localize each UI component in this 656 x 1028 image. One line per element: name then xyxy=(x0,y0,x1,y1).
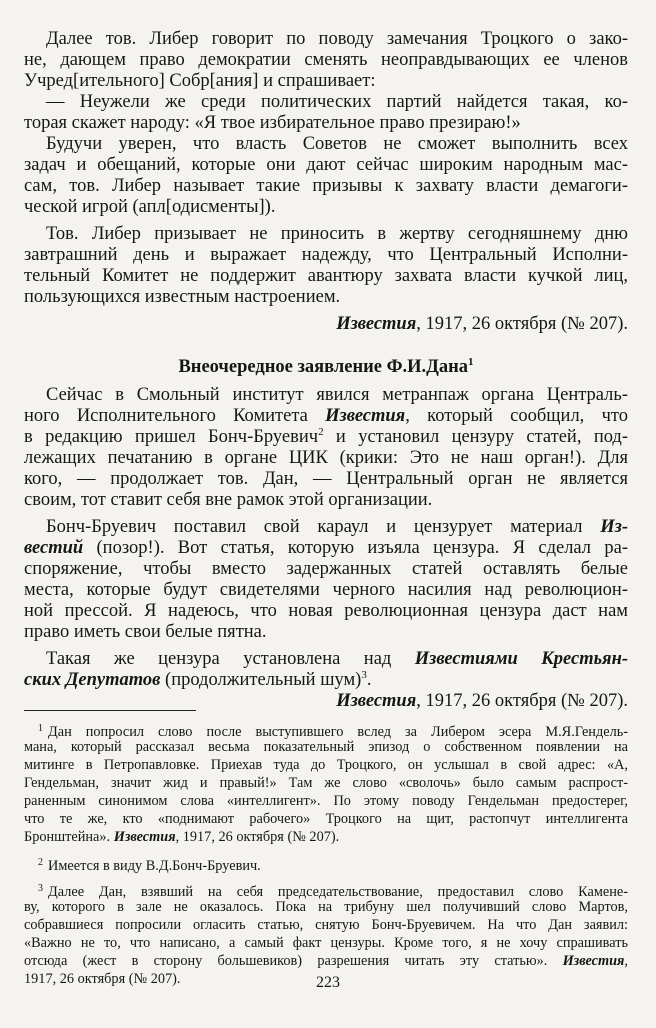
text-line: задач и обещаний, которые они дают сейчас широким народным мас- xyxy=(24,155,628,175)
source-citation: Известия, 1917, 26 октября (№ 207). xyxy=(336,691,628,711)
footnote-line: 1917, 26 октября (№ 207). xyxy=(24,971,181,987)
text-line: лежащих печатанию в органе ЦИК (крики: Это не наш орган!). Для xyxy=(24,448,628,468)
footnote-ref: 2 xyxy=(318,425,324,438)
footnote-line: раненным синонимом слова «интеллигент». По этому поводу Гендельман предостерег, xyxy=(24,793,628,809)
footnote-line: собравшиеся попросили огласить статью, снятую Бонч-Бруевичем. На что Дан заявил: xyxy=(24,917,628,933)
text-line: ной прессой. Я надеюсь, что новая революционная цензура даст нам xyxy=(24,601,628,621)
footnote-ref: 1 xyxy=(468,355,474,368)
text-line: — Неужели же среди политических партий найдется такая, ко- xyxy=(46,92,628,112)
footnote-ref: 3 xyxy=(361,668,367,681)
text-line: Будучи уверен, что власть Советов не сможет выполнить всех xyxy=(46,134,628,154)
text-line: своим, тот ставит себя вне рамок этой организации. xyxy=(24,490,433,510)
text-line: споряжение, чтобы вместо задержанных статей оставлять белые xyxy=(24,559,628,579)
text-line: Сейчас в Смольный институт явился метранпаж органа Централь- xyxy=(46,385,628,405)
text-line: вестий (позор!). Вот статья, которую изъяла цензура. Я сделал ра- xyxy=(24,538,628,558)
text-line: в редакцию пришел Бонч-Бруевич$^2$ и установил цензуру статей, под- xyxy=(24,425,629,447)
footnote-line: ву, которого в зале не оказалось. Пока на трибуну шел получивший слово Мартов, xyxy=(24,899,628,915)
footnote-line: отсюда (жест в сторону большевиков) разрешения читать эту статью». Известия, xyxy=(24,953,628,969)
footnote-line: мана, который рассказал весьма показательный эпизод о собственном появлении на xyxy=(24,739,628,755)
text-line: кого, — продолжает тов. Дан, — Центральный орган не является xyxy=(24,469,628,489)
footnotes xyxy=(24,720,628,988)
text-line: места, которые будут свидетелями черного насилия над революцион- xyxy=(24,580,628,600)
page-number: 223 xyxy=(316,974,340,991)
text-line: право иметь свои белые пятна. xyxy=(24,622,267,642)
footnote-line: $^1$ Дан попросил слово после выступившего вслед за Либером эсера М.Я.Гендель- xyxy=(38,723,628,740)
main-text xyxy=(24,29,628,712)
text-line: торая скажет народу: «Я твое избирательное право презираю!» xyxy=(24,113,521,133)
footnote-separator xyxy=(24,710,196,711)
text-line: пользующихся известным настроением. xyxy=(24,287,341,307)
text-line: ских Депутатов (продолжительный шум)$^3$. xyxy=(24,668,372,690)
text-line: Такая же цензура установлена над Известиями Крестьян- xyxy=(46,649,628,669)
footnote-line: «Важно не то, что написано, а самый факт цензуры. Кроме того, я не хочу спрашивать xyxy=(24,935,628,951)
section-heading: Внеочередное заявление Ф.И.Дана$^1$ xyxy=(178,355,474,377)
footnote-line: $^2$ Имеется в виду В.Д.Бонч-Бруевич. xyxy=(38,857,261,874)
text-line: Бонч-Бруевич поставил свой караул и цензурует материал Из- xyxy=(46,517,628,537)
text-line: тельный Комитет не поддержит авантюру захвата власти кучкой лиц, xyxy=(24,266,628,286)
footnote-line: митинге в Петропавловке. Приехав туда до Троцкого, он услышал в свой адрес: «А, xyxy=(24,757,628,773)
text-line: не, дающем право демократии сменять неоправдывающих ее членов xyxy=(24,50,628,70)
text-line: Учред[ительного] Собр[ания] и спрашивает: xyxy=(24,71,376,91)
footnote-line: $^3$ Далее Дан, взявший на себя председательствование, предоставил слово Камене- xyxy=(38,883,628,900)
footnote-line: что те же, кто «поднимают рабочего» Троцкого на щит, растопчут интеллигента xyxy=(24,811,628,827)
footnote-line: Гендельман, значит жид и правый!» Там же слово «сволочь» было самым распрост- xyxy=(24,775,628,791)
footnote-line: Бронштейна». Известия, 1917, 26 октября (№ 207). xyxy=(24,829,340,845)
text-line: сам, тов. Либер называет такие призывы к захвату власти демагоги- xyxy=(24,176,628,196)
text-line: Тов. Либер призывает не приносить в жертву сегодняшнему дню xyxy=(46,224,628,244)
source-citation: Известия, 1917, 26 октября (№ 207). xyxy=(336,314,628,334)
text-line: завтрашний день и выражает надежду, что Центральный Исполни- xyxy=(24,245,628,265)
text-line: Далее тов. Либер говорит по поводу замечания Троцкого о зако- xyxy=(46,29,628,49)
text-line: ного Исполнительного Комитета Известия, который сообщил, что xyxy=(24,406,628,426)
text-line: ческой игрой (апл[одисменты]). xyxy=(24,197,276,217)
